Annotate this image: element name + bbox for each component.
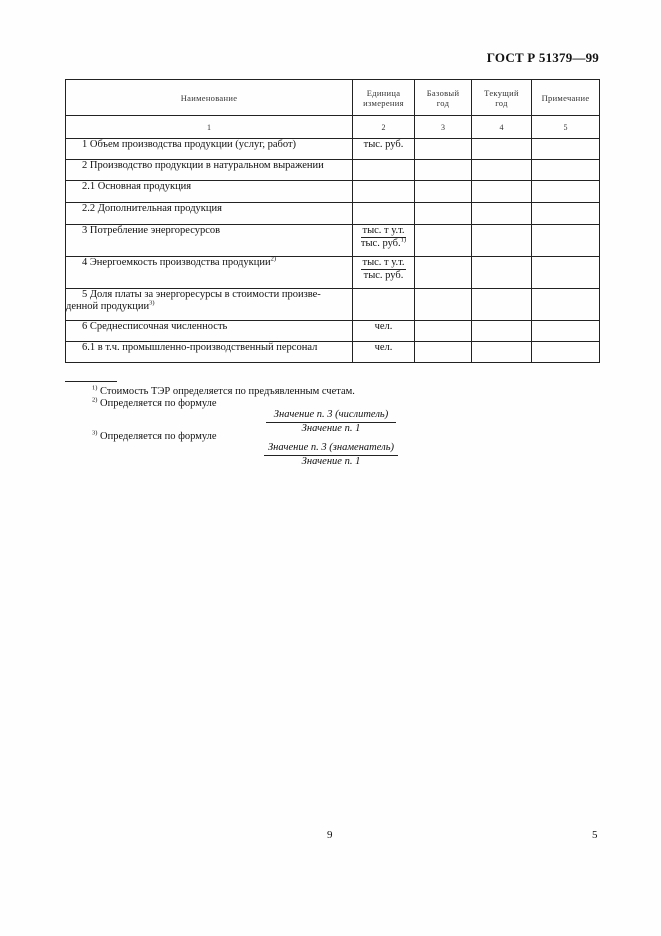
- cell-base-year: [415, 160, 472, 181]
- cell-base-year: [415, 342, 472, 363]
- cell-current-year: [472, 225, 532, 257]
- column-number: 4: [472, 116, 532, 139]
- page-number-right: 5: [592, 829, 598, 841]
- unit-numerator: тыс. т у.т.: [362, 257, 405, 268]
- row-unit-fraction: [353, 257, 415, 289]
- column-number: 1: [66, 116, 353, 139]
- cell-note: [532, 342, 600, 363]
- cell-note: [532, 321, 600, 342]
- cell-base-year: [415, 257, 472, 289]
- cell-current-year: [472, 342, 532, 363]
- unit-denominator: тыс. руб.: [363, 270, 404, 281]
- formula-denominator: Значение п. 1: [301, 456, 361, 467]
- column-number: 5: [532, 116, 600, 139]
- cell-current-year: [472, 181, 532, 203]
- cell-current-year: [472, 203, 532, 225]
- row-name: 6.1 в т.ч. промышленно-производственный персонал: [66, 342, 353, 363]
- cell-current-year: [472, 160, 532, 181]
- row-name: 4 Энергоемкость производства продукции$^{2)}$: [66, 257, 353, 289]
- formula-3: [264, 442, 398, 468]
- row-name: 2.1 Основная продукция: [66, 181, 353, 203]
- page-number-center: 9: [327, 829, 333, 841]
- row-name: 5 Доля платы за энергоресурсы в стоимости произве- денной продукции$^{3)}$: [66, 289, 353, 321]
- cell-note: [532, 225, 600, 257]
- footnote-1: $^{1)}$ Стоимость ТЭР определяется по предъявленным счетам.: [92, 384, 355, 397]
- table-row: [66, 321, 600, 342]
- cell-current-year: [472, 289, 532, 321]
- row-unit: чел.: [353, 342, 415, 363]
- cell-base-year: [415, 203, 472, 225]
- formula-numerator: Значение п. 3 (числитель): [266, 409, 396, 423]
- formula-2: [266, 409, 396, 435]
- table-row: [66, 160, 600, 181]
- indicators-table: [65, 79, 600, 363]
- cell-note: [532, 181, 600, 203]
- table-header-row: [66, 80, 600, 116]
- row-unit: [353, 181, 415, 203]
- cell-note: [532, 139, 600, 160]
- document-code: ГОСТ Р 51379—99: [486, 50, 599, 65]
- footnote-divider: [65, 381, 117, 382]
- table-row: [66, 139, 600, 160]
- header-current-year: Текущий год: [472, 80, 532, 116]
- cell-note: [532, 160, 600, 181]
- row-unit: [353, 160, 415, 181]
- cell-base-year: [415, 289, 472, 321]
- row-unit: чел.: [353, 321, 415, 342]
- unit-denominator: тыс. руб.$^{1)}$: [360, 236, 407, 249]
- row-unit: [353, 289, 415, 321]
- row-name: 1 Объем производства продукции (услуг, работ): [66, 139, 353, 160]
- footnote-2: $^{2)}$ Определяется по формуле: [92, 396, 217, 409]
- cell-current-year: [472, 257, 532, 289]
- table-row: [66, 225, 600, 257]
- table-row: [66, 203, 600, 225]
- cell-note: [532, 289, 600, 321]
- formula-numerator: Значение п. 3 (знаменатель): [264, 442, 398, 456]
- cell-note: [532, 203, 600, 225]
- cell-note: [532, 257, 600, 289]
- footnote-3: $^{3)}$ Определяется по формуле: [92, 429, 217, 442]
- column-number: 3: [415, 116, 472, 139]
- table-row: [66, 181, 600, 203]
- row-unit: тыс. руб.: [353, 139, 415, 160]
- column-number-row: [66, 116, 600, 139]
- header-unit: Единица измерения: [353, 80, 415, 116]
- row-name: 3 Потребление энергоресурсов: [66, 225, 353, 257]
- unit-numerator: тыс. т у.т.: [362, 225, 405, 236]
- header-note: Примечание: [532, 80, 600, 116]
- row-name: 2 Производство продукции в натуральном выражении: [66, 160, 353, 181]
- cell-base-year: [415, 181, 472, 203]
- column-number: 2: [353, 116, 415, 139]
- header-base-year: Базовый год: [415, 80, 472, 116]
- cell-base-year: [415, 321, 472, 342]
- table-row: [66, 257, 600, 289]
- cell-current-year: [472, 139, 532, 160]
- row-name: 2.2 Дополнительная продукция: [66, 203, 353, 225]
- table-row: [66, 289, 600, 321]
- table-row: [66, 342, 600, 363]
- header-name: Наименование: [66, 80, 353, 116]
- cell-current-year: [472, 321, 532, 342]
- formula-denominator: Значение п. 1: [301, 423, 361, 434]
- cell-base-year: [415, 139, 472, 160]
- row-unit-fraction: [353, 225, 415, 257]
- cell-base-year: [415, 225, 472, 257]
- row-name: 6 Среднесписочная численность: [66, 321, 353, 342]
- row-unit: [353, 203, 415, 225]
